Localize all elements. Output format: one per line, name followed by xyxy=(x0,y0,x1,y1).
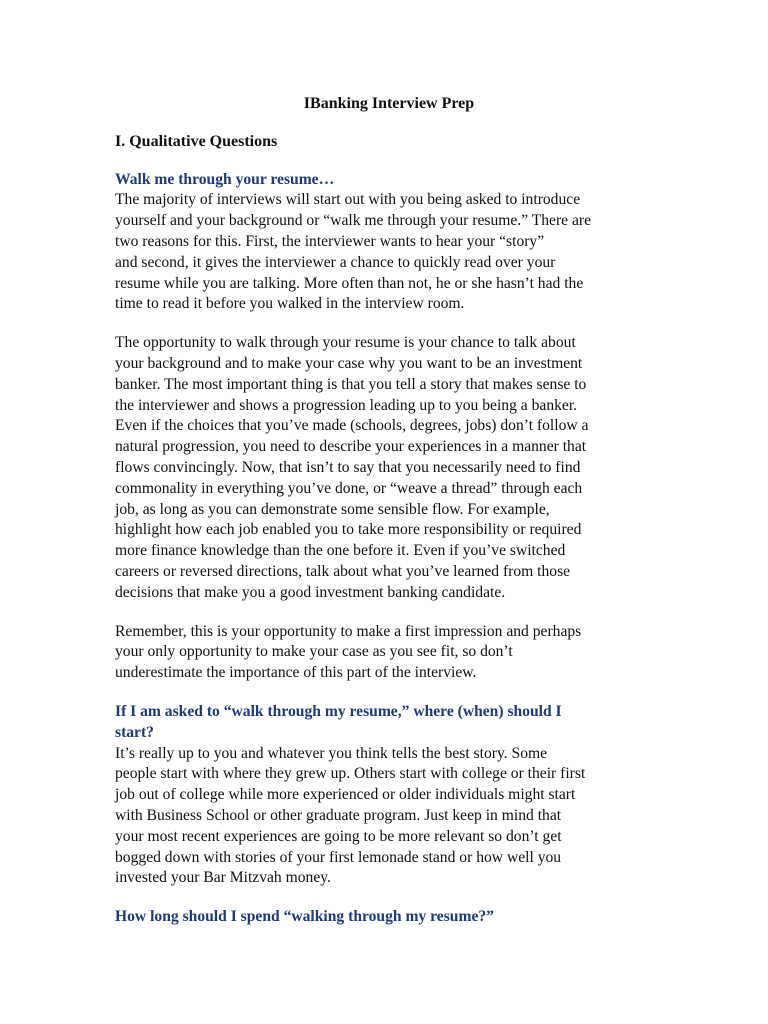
text-line: time to read it before you walked in the interview room. xyxy=(115,295,465,313)
text-line: with Business School or other graduate program. Just keep in mind that xyxy=(115,806,562,824)
text-line: job out of college while more experienced or older individuals might start xyxy=(115,786,576,804)
text-line: flows convincingly. Now, that isn’t to say that you necessarily need to find xyxy=(115,458,581,476)
text-line: your most recent experiences are going to be more relevant so don’t get xyxy=(115,827,562,845)
text-line: careers or reversed directions, talk about what you’ve learned from those xyxy=(115,562,571,580)
text-line: It’s really up to you and whatever you think tells the best story. Some xyxy=(115,744,548,762)
question-heading xyxy=(115,702,663,744)
text-line: invested your Bar Mitzvah money. xyxy=(115,869,331,887)
question-block-1 xyxy=(115,170,663,684)
text-line: The opportunity to walk through your resume is your chance to talk about xyxy=(115,334,576,352)
question-line: If I am asked to “walk through my resume,” where (when) should I xyxy=(115,702,562,720)
paragraph xyxy=(115,333,663,603)
question-heading xyxy=(115,907,663,928)
question-heading xyxy=(115,170,663,191)
question-line: Walk me through your resume… xyxy=(115,170,335,188)
text-line: The majority of interviews will start out with you being asked to introduce xyxy=(115,191,581,209)
text-line: Even if the choices that you’ve made (schools, degrees, jobs) don’t follow a xyxy=(115,417,589,435)
text-line: two reasons for this. First, the interviewer wants to hear your “story” xyxy=(115,232,545,250)
text-line: yourself and your background or “walk me through your resume.” There are xyxy=(115,212,592,230)
text-line: natural progression, you need to describe your experiences in a manner that xyxy=(115,438,587,456)
document-title: IBanking Interview Prep xyxy=(303,95,475,112)
question-line: start? xyxy=(115,723,154,741)
document-body xyxy=(115,94,663,928)
text-line: Remember, this is your opportunity to make a first impression and perhaps xyxy=(115,622,582,640)
text-line: underestimate the importance of this part of the interview. xyxy=(115,664,477,682)
text-line: resume while you are talking. More often than not, he or she hasn’t had the xyxy=(115,274,584,292)
question-line: How long should I spend “walking through my resume?” xyxy=(115,908,494,926)
text-line: banker. The most important thing is that you tell a story that makes sense to xyxy=(115,375,587,393)
question-block-3 xyxy=(115,907,663,928)
text-line: and second, it gives the interviewer a chance to quickly read over your xyxy=(115,253,556,271)
text-line: your only opportunity to make your case as you see fit, so don’t xyxy=(115,643,513,661)
text-line: more finance knowledge than the one before it. Even if you’ve switched xyxy=(115,542,566,560)
paragraph xyxy=(115,622,663,684)
text-line: commonality in everything you’ve done, or “weave a thread” through each xyxy=(115,479,583,497)
question-block-2 xyxy=(115,702,663,889)
section-heading: I. Qualitative Questions xyxy=(115,132,278,150)
paragraph xyxy=(115,190,663,315)
text-line: your background and to make your case why you want to be an investment xyxy=(115,354,583,372)
paragraph xyxy=(115,744,663,890)
text-line: highlight how each job enabled you to take more responsibility or required xyxy=(115,521,582,539)
text-line: job, as long as you can demonstrate some sensible flow. For example, xyxy=(115,500,550,518)
text-line: people start with where they grew up. Others start with college or their first xyxy=(115,765,586,783)
text-line: bogged down with stories of your first lemonade stand or how well you xyxy=(115,848,562,866)
text-line: the interviewer and shows a progression leading up to you being a banker. xyxy=(115,396,578,414)
text-line: decisions that make you a good investment banking candidate. xyxy=(115,583,506,601)
